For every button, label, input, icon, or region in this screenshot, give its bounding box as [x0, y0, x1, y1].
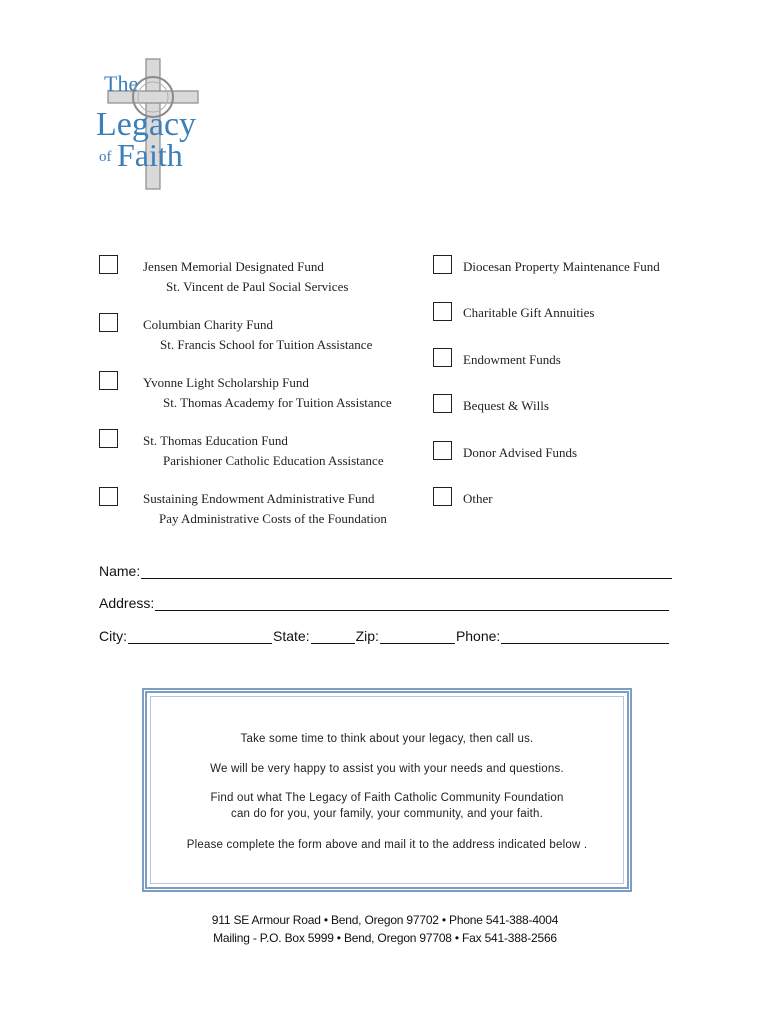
checkbox-endowment-funds[interactable]: [433, 348, 452, 367]
checkbox-bequest-wills[interactable]: [433, 394, 452, 413]
fund-name: Sustaining Endowment Administrative Fund: [143, 491, 375, 506]
fund-name: Endowment Funds: [463, 352, 561, 367]
logo-the-text: The: [104, 71, 139, 96]
checkbox-sustaining-endowment-fund[interactable]: [99, 487, 118, 506]
checkbox-columbian-fund[interactable]: [99, 313, 118, 332]
fund-name: Bequest & Wills: [463, 398, 549, 413]
message-box: [142, 688, 632, 892]
checkbox-diocesan-property-fund[interactable]: [433, 255, 452, 274]
checkbox-other[interactable]: [433, 487, 452, 506]
checkbox-yvonne-light-fund[interactable]: [99, 371, 118, 390]
city-state-zip-phone-row: [99, 628, 670, 644]
checkbox-st-thomas-fund[interactable]: [99, 429, 118, 448]
fund-beneficiary: St. Thomas Academy for Tuition Assistance: [163, 395, 392, 410]
fund-beneficiary: Parishioner Catholic Education Assistance: [163, 453, 384, 468]
logo-legacy-text: Legacy: [96, 106, 197, 143]
logo-faith-text: Faith: [117, 137, 183, 173]
fund-name: St. Thomas Education Fund: [143, 433, 288, 448]
state-label: State:: [273, 628, 310, 644]
legacy-of-faith-logo: [90, 55, 220, 195]
fund-name: Diocesan Property Maintenance Fund: [463, 259, 660, 274]
checkbox-jensen-fund[interactable]: [99, 255, 118, 274]
state-input-line[interactable]: [311, 628, 355, 644]
message-line: Find out what The Legacy of Faith Catholic Community Foundation: [210, 792, 564, 804]
footer-mailing-line: Mailing - P.O. Box 5999 • Bend, Oregon 97708 • Fax 541-388-2566: [213, 931, 557, 945]
cross-logo-graphic: [90, 55, 220, 195]
fund-name: Other: [463, 491, 493, 506]
fund-name: Columbian Charity Fund: [143, 317, 273, 332]
address-label: Address:: [99, 595, 155, 611]
fund-name: Jensen Memorial Designated Fund: [143, 259, 324, 274]
fund-name: Yvonne Light Scholarship Fund: [143, 375, 309, 390]
zip-input-line[interactable]: [380, 628, 455, 644]
address-field-row: [99, 595, 670, 611]
fund-beneficiary: St. Vincent de Paul Social Services: [166, 279, 349, 294]
phone-label: Phone:: [455, 628, 501, 644]
name-input-line[interactable]: [141, 563, 672, 579]
name-field-row: [99, 563, 673, 579]
phone-input-line[interactable]: [501, 628, 669, 644]
zip-label: Zip:: [355, 628, 379, 644]
checkbox-donor-advised-funds[interactable]: [433, 441, 452, 460]
message-line: We will be very happy to assist you with your needs and questions.: [210, 763, 564, 775]
fund-name: Donor Advised Funds: [463, 445, 578, 460]
logo-of-text: of: [99, 149, 112, 165]
city-input-line[interactable]: [128, 628, 272, 644]
fund-beneficiary: St. Francis School for Tuition Assistance: [160, 337, 373, 352]
message-line: Take some time to think about your legacy, then call us.: [240, 733, 534, 745]
fund-name: Charitable Gift Annuities: [463, 305, 595, 320]
footer-address-line: 911 SE Armour Road • Bend, Oregon 97702 • Phone 541-388-4004: [211, 913, 559, 927]
name-label: Name:: [99, 563, 141, 579]
message-line: Please complete the form above and mail it to the address indicated below .: [186, 839, 588, 851]
fund-beneficiary: Pay Administrative Costs of the Foundation: [159, 511, 387, 526]
checkbox-charitable-gift-annuities[interactable]: [433, 302, 452, 321]
message-line: can do for you, your family, your community, and your faith.: [231, 808, 543, 820]
address-input-line[interactable]: [155, 595, 669, 611]
city-label: City:: [99, 628, 127, 644]
